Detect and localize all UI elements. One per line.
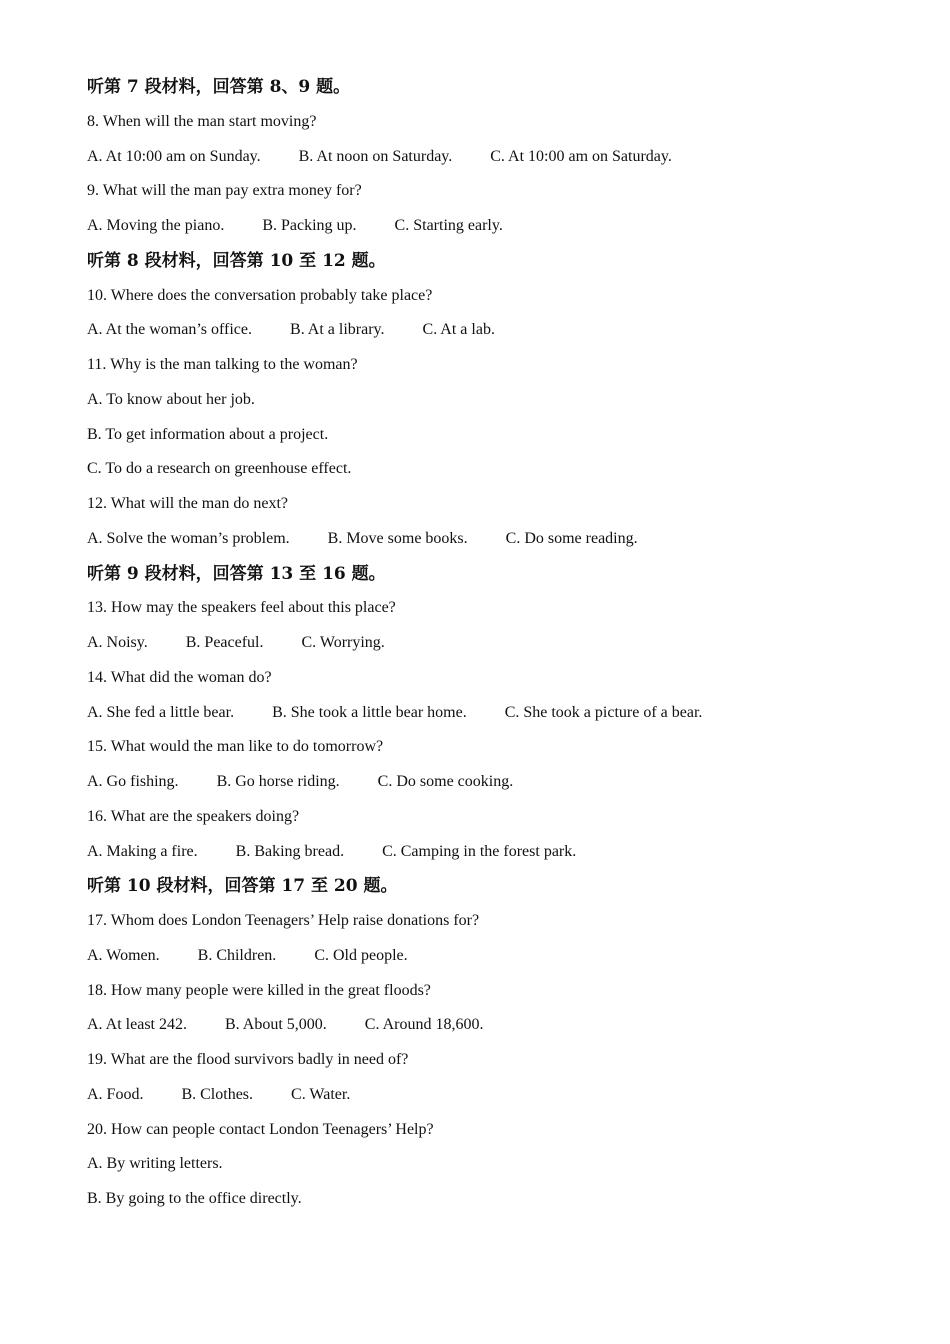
q20-option-b: B. By going to the office directly. [87, 1190, 302, 1207]
question-11: 11. Why is the man talking to the woman? [87, 356, 358, 373]
question-14-options [87, 698, 887, 733]
q17-option-c: C. Old people. [314, 946, 408, 964]
question-19-options [87, 1080, 887, 1115]
q11-option-c: C. To do a research on greenhouse effect. [87, 460, 352, 478]
q19-option-b: B. Clothes. [181, 1085, 254, 1103]
q12-option-c: C. Do some reading. [505, 529, 638, 547]
q18-option-b: B. About 5,000. [225, 1016, 327, 1034]
section-7-heading: 听第 7 段材料，回答第 8、9 题。 [87, 77, 351, 97]
q8-option-c: C. At 10:00 am on Saturday. [490, 147, 672, 165]
q16-option-b: B. Baking bread. [235, 842, 345, 860]
q15-option-c: C. Do some cooking. [377, 773, 514, 790]
q9-option-b: B. Packing up. [262, 217, 357, 234]
q18-option-a: A. At least 242. [87, 1016, 187, 1034]
question-13: 13. How may the speakers feel about this place? [87, 599, 396, 617]
q13-option-a: A. Noisy. [87, 634, 148, 651]
q10-option-c: C. At a lab. [422, 321, 495, 339]
question-12-options [87, 524, 887, 559]
question-20: 20. How can people contact London Teenagers’ Help? [87, 1120, 434, 1138]
question-13-options [87, 628, 887, 663]
question-9-options [87, 211, 887, 246]
question-16-options [87, 837, 887, 872]
q14-option-a: A. She fed a little bear. [87, 703, 235, 721]
section-10-heading: 听第 10 段材料，回答第 17 至 20 题。 [87, 876, 398, 897]
exam-page [87, 72, 887, 1219]
question-8: 8. When will the man start moving? [87, 112, 317, 130]
question-8-options [87, 142, 887, 177]
q19-option-a: A. Food. [87, 1085, 144, 1103]
section-9-heading: 听第 9 段材料，回答第 13 至 16 题。 [87, 563, 386, 584]
question-16: 16. What are the speakers doing? [87, 807, 300, 825]
q19-option-c: C. Water. [291, 1085, 351, 1103]
q15-option-b: B. Go horse riding. [216, 773, 340, 790]
question-14: 14. What did the woman do? [87, 668, 272, 686]
q16-option-c: C. Camping in the forest park. [382, 842, 577, 860]
question-18-options [87, 1010, 887, 1045]
q17-option-b: B. Children. [197, 946, 277, 964]
q16-option-a: A. Making a fire. [87, 842, 198, 860]
question-15: 15. What would the man like to do tomorrow? [87, 738, 384, 756]
q8-option-b: B. At noon on Saturday. [298, 147, 453, 165]
q20-option-a: A. By writing letters. [87, 1155, 223, 1173]
question-18: 18. How many people were killed in the great floods? [87, 981, 431, 999]
q11-option-b: B. To get information about a project. [87, 425, 329, 443]
section-8-heading: 听第 8 段材料，回答第 10 至 12 题。 [87, 250, 386, 271]
question-10-options [87, 315, 887, 350]
question-17: 17. Whom does London Teenagers’ Help raise donations for? [87, 912, 480, 929]
question-17-options [87, 941, 887, 976]
question-12: 12. What will the man do next? [87, 495, 288, 512]
q18-option-c: C. Around 18,600. [364, 1016, 484, 1034]
q8-option-a: A. At 10:00 am on Sunday. [87, 147, 261, 165]
question-15-options [87, 767, 887, 802]
q14-option-c: C. She took a picture of a bear. [504, 703, 703, 721]
q13-option-b: B. Peaceful. [185, 634, 264, 651]
q12-option-b: B. Move some books. [327, 529, 468, 547]
q14-option-b: B. She took a little bear home. [272, 703, 467, 721]
question-19: 19. What are the flood survivors badly in need of? [87, 1051, 409, 1068]
q11-option-a: A. To know about her job. [87, 390, 255, 408]
q9-option-a: A. Moving the piano. [87, 217, 225, 234]
q17-option-a: A. Women. [87, 946, 160, 964]
q15-option-a: A. Go fishing. [87, 773, 179, 790]
q10-option-b: B. At a library. [290, 321, 385, 339]
question-10: 10. Where does the conversation probably take place? [87, 286, 433, 304]
question-9: 9. What will the man pay extra money for? [87, 182, 362, 200]
q10-option-a: A. At the woman’s office. [87, 321, 253, 339]
q13-option-c: C. Worrying. [301, 634, 385, 651]
q9-option-c: C. Starting early. [394, 217, 503, 234]
q12-option-a: A. Solve the woman’s problem. [87, 529, 290, 547]
